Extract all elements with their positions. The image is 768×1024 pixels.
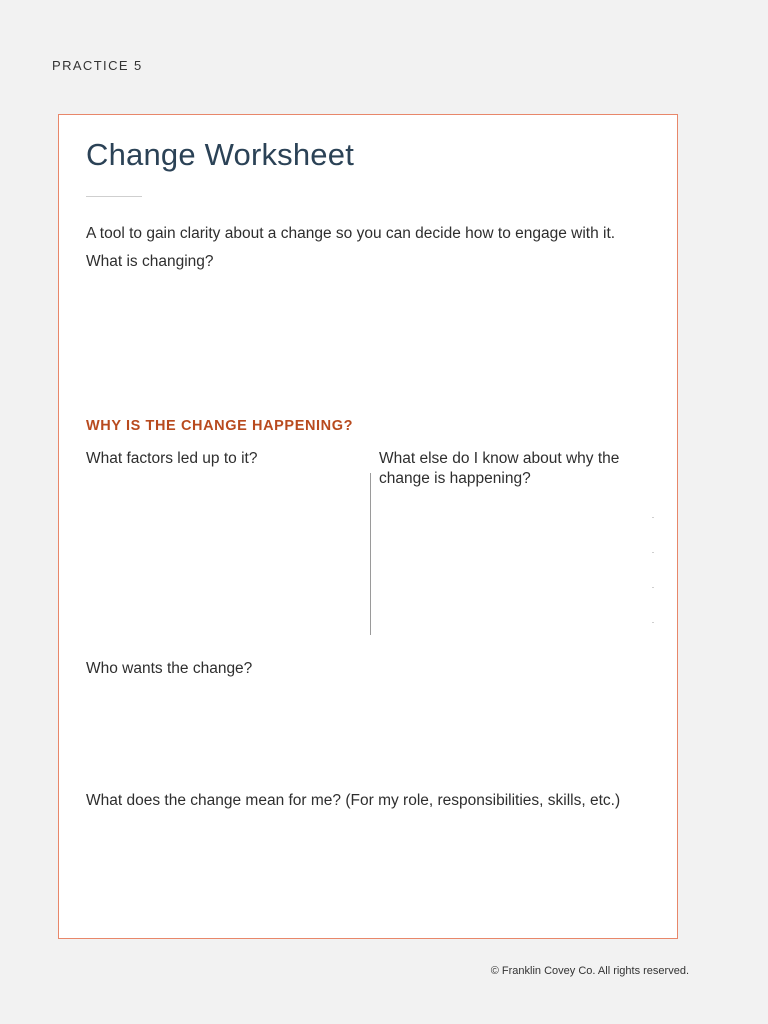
intro-text: A tool to gain clarity about a change so you can decide how to engage with it. <box>86 225 616 242</box>
faint-mark <box>652 517 654 518</box>
worksheet-card <box>58 114 678 939</box>
question-who-wants: Who wants the change? <box>86 660 253 677</box>
copyright-footer: © Franklin Covey Co. All rights reserved. <box>490 965 689 977</box>
section-heading-why: WHY IS THE CHANGE HAPPENING? <box>86 418 354 434</box>
faint-mark <box>652 587 654 588</box>
question-what-changing: What is changing? <box>86 253 214 270</box>
question-what-else: What else do I know about why the change is happening? <box>379 450 620 487</box>
title-underline <box>86 196 142 197</box>
practice-label: PRACTICE 5 <box>52 58 143 73</box>
faint-mark <box>652 622 654 623</box>
column-divider <box>370 473 371 635</box>
faint-mark <box>652 552 654 553</box>
page-title: Change Worksheet <box>86 137 355 172</box>
question-meaning: What does the change mean for me? (For my role, responsibilities, skills, etc.) <box>86 792 621 809</box>
question-factors: What factors led up to it? <box>86 450 258 467</box>
